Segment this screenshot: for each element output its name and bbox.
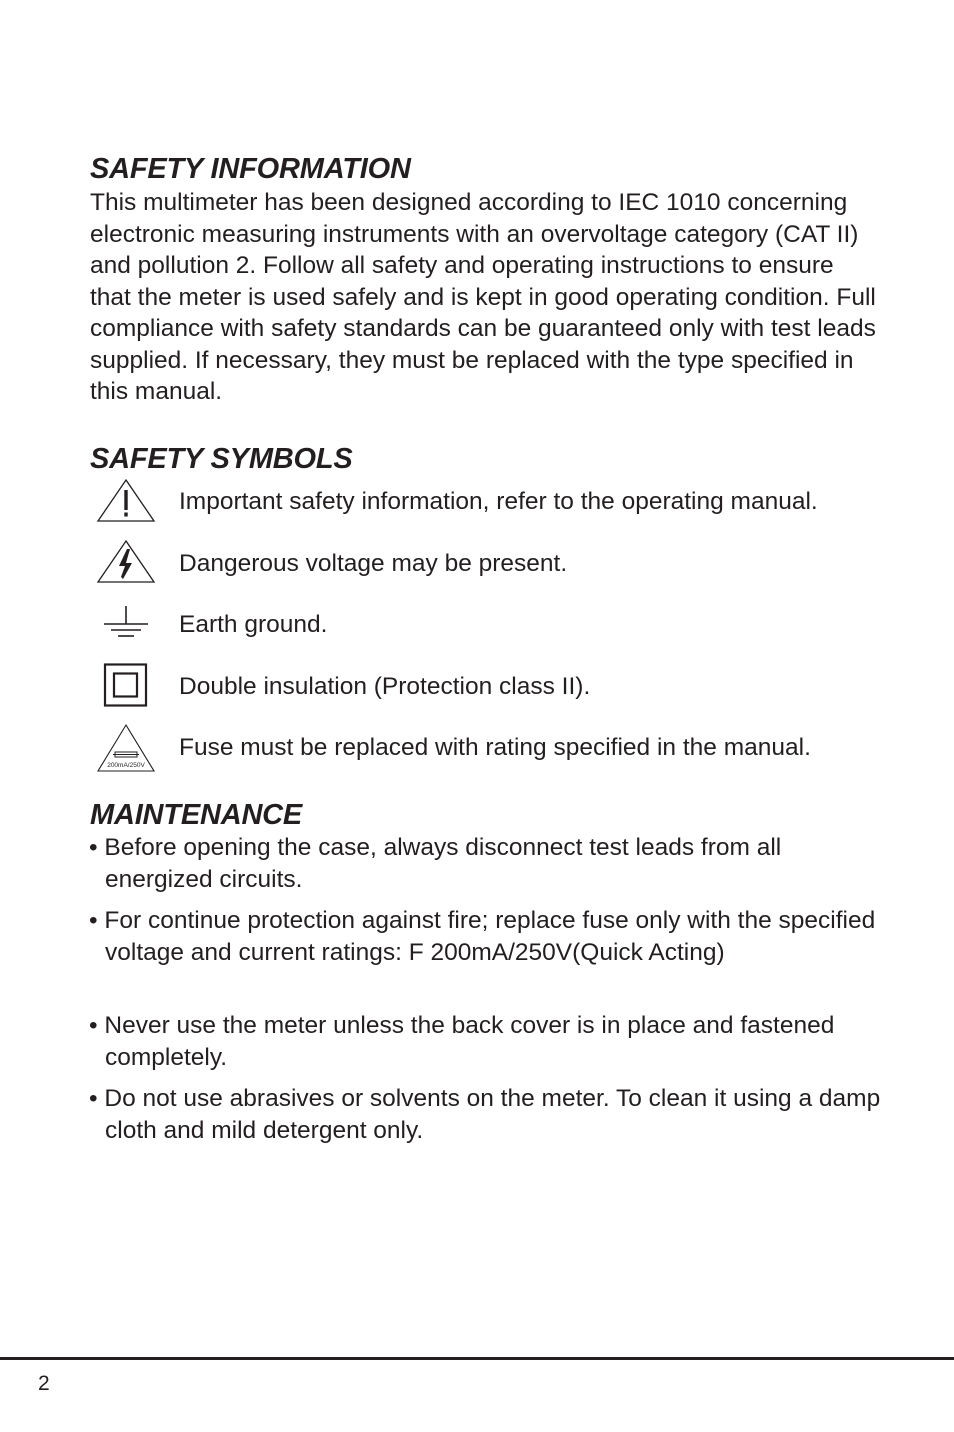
- maintenance-item: • For continue protection against fire; replace fuse only with the specified voltage and current ratings: F 200mA/250V(Quick Acting): [89, 907, 876, 966]
- safety-information-body: This multimeter has been designed according to IEC 1010 concerning electronic measuring instruments with an overvoltage category (CAT II) and pollution 2. Follow all safety and operating instructions to ensure that the meter is used safely and is kept in good operating condition. Full compliance with safety standards can be guaranteed only with test leads supplied. If necessary, they must be replaced with the type specified in this manual.: [90, 189, 876, 405]
- high-voltage-icon: [90, 535, 162, 591]
- symbol-text-earth-ground: Earth ground.: [179, 611, 328, 638]
- earth-ground-icon: [90, 597, 162, 653]
- symbol-row-warning: [90, 474, 890, 530]
- fuse-warning-icon: [90, 720, 162, 776]
- symbol-row-earth-ground: [90, 597, 890, 653]
- symbol-text-high-voltage: Dangerous voltage may be present.: [179, 550, 568, 577]
- maintenance-heading: MAINTENANCE: [90, 799, 303, 831]
- safety-information-heading: SAFETY INFORMATION: [90, 153, 411, 185]
- double-insulation-icon: [90, 659, 162, 715]
- symbol-text-warning: Important safety information, refer to the operating manual.: [179, 488, 818, 515]
- symbol-row-high-voltage: [90, 535, 890, 591]
- warning-triangle-icon: [90, 474, 162, 530]
- symbol-row-fuse: [90, 720, 890, 776]
- maintenance-item: • Do not use abrasives or solvents on the meter. To clean it using a damp cloth and mild detergent only.: [89, 1085, 881, 1144]
- page-number: 2: [38, 1372, 50, 1395]
- maintenance-item: • Before opening the case, always disconnect test leads from all energized circuits.: [89, 834, 782, 893]
- footer-divider: [0, 1357, 954, 1360]
- fuse-rating-label: 200mA/250V: [107, 762, 145, 769]
- symbol-text-double-insulation: Double insulation (Protection class II).: [179, 673, 591, 700]
- symbol-text-fuse: Fuse must be replaced with rating specified in the manual.: [179, 734, 811, 761]
- maintenance-item: • Never use the meter unless the back cover is in place and fastened completely.: [89, 1012, 835, 1071]
- symbol-row-double-insulation: [90, 659, 890, 715]
- safety-symbols-heading: SAFETY SYMBOLS: [90, 443, 353, 475]
